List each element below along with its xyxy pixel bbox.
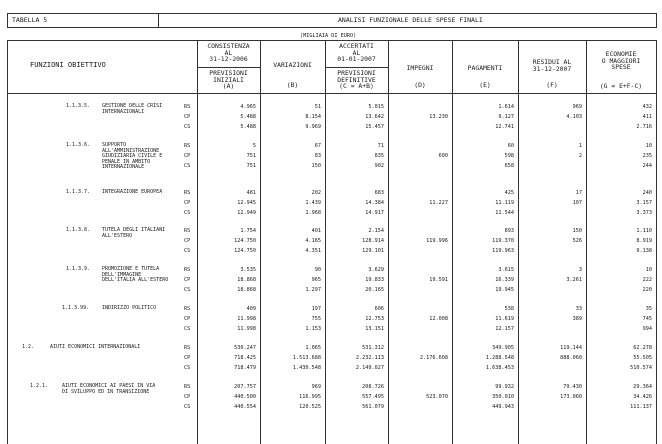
cell-c: 902 <box>374 163 384 170</box>
rule-consistenza-split <box>197 67 260 68</box>
cell-f: 888.060 <box>560 355 582 362</box>
cell-e: 349.905 <box>492 345 514 351</box>
cell-a: 124.750 <box>234 238 256 245</box>
cell-c: 14.917 <box>365 210 384 217</box>
rule-left-title <box>7 13 8 27</box>
cell-g: 244 <box>642 163 652 170</box>
row-type: RS <box>184 190 191 196</box>
row-code: 1.2.1. <box>30 383 49 389</box>
row-label: AIUTI ECONOMICI AI PAESI IN VIA DI SVILUPPO ED IN TRANSIZIONE <box>62 383 156 395</box>
cell-a: 18.868 <box>237 287 256 294</box>
cell-g: 220 <box>642 287 652 294</box>
cell-c: 14.384 <box>365 200 384 207</box>
cell-f: 969 <box>572 104 582 110</box>
cell-c: 13.642 <box>365 114 384 121</box>
cell-g: 240 <box>642 190 652 196</box>
cell-b: 197 <box>311 306 321 312</box>
cell-c: 561.079 <box>362 404 384 411</box>
row-type: CP <box>184 394 191 401</box>
cell-e: 3.615 <box>498 267 514 273</box>
rule-title-split <box>158 13 159 27</box>
row-type: CP <box>184 355 191 362</box>
cell-c: 15.457 <box>365 124 384 131</box>
row-code: 1.1.3.8. <box>66 227 91 233</box>
cell-b: 401 <box>311 228 321 234</box>
row-type: CS <box>184 163 191 170</box>
cell-b: 116.995 <box>299 394 321 401</box>
cell-f: 17 <box>575 190 582 196</box>
cell-a: 5.488 <box>240 114 256 121</box>
cell-b: 9.969 <box>305 124 321 131</box>
cell-c: 20.165 <box>365 287 384 294</box>
row-label: GESTIONE DELLE CRISI INTERNAZIONALI <box>102 103 163 115</box>
row-type: CS <box>184 210 191 217</box>
row-code: 1.1.3.7. <box>66 189 91 195</box>
row-type: CP <box>184 316 191 323</box>
cell-g: 2.716 <box>636 124 652 131</box>
header-prev-iniziali: PREVISIONI INIZIALI (A) <box>209 69 248 91</box>
cell-g: 34.426 <box>633 394 652 401</box>
cell-e: 9.127 <box>498 114 514 121</box>
cell-e: 12.157 <box>495 326 514 333</box>
cell-g: 9.138 <box>636 248 652 255</box>
row-label: INDIRIZZO POLITICO <box>102 305 157 311</box>
cell-b: 120.525 <box>299 404 321 411</box>
cell-c: 19.833 <box>365 277 384 284</box>
cell-g: 10 <box>645 143 652 149</box>
cell-a: 718.425 <box>234 355 256 362</box>
cell-a: 11.998 <box>237 326 256 333</box>
cell-g: 222 <box>642 277 652 284</box>
rule-col-left <box>7 40 8 444</box>
cell-a: 718.479 <box>234 365 256 372</box>
cell-e: 12.741 <box>495 124 514 131</box>
cell-a: 12.945 <box>237 200 256 207</box>
cell-a: 409 <box>246 306 256 312</box>
row-type: RS <box>184 104 191 110</box>
cell-d: 2.176.608 <box>419 355 448 362</box>
cell-c: 129.101 <box>362 248 384 255</box>
rule-right-title <box>656 13 657 27</box>
cell-a: 207.757 <box>234 384 256 390</box>
row-type: CP <box>184 114 191 121</box>
cell-b: 1.513.688 <box>292 355 321 362</box>
cell-a: 3.535 <box>240 267 256 273</box>
row-code: 1.2. <box>22 344 35 350</box>
cell-g: 35 <box>645 306 652 312</box>
cell-f: 79.430 <box>563 384 582 390</box>
row-type: CP <box>184 277 191 284</box>
cell-c: 71 <box>377 143 384 149</box>
cell-f: 3.261 <box>566 277 582 284</box>
cell-b: 202 <box>311 190 321 196</box>
rule-col-residui <box>518 40 519 444</box>
cell-a: 12.949 <box>237 210 256 217</box>
cell-e: 1.288.548 <box>485 355 514 362</box>
cell-a: 440.554 <box>234 404 256 411</box>
rule-header-top <box>7 40 657 41</box>
row-type: CS <box>184 287 191 294</box>
table-label: TABELLA 5 <box>12 16 48 24</box>
cell-f: 173.060 <box>560 394 582 401</box>
cell-c: 3.629 <box>368 267 384 273</box>
row-code: 1.1.3.6. <box>66 142 91 148</box>
rule-col-economie <box>586 40 587 444</box>
cell-g: 29.364 <box>633 384 652 390</box>
cell-a: 440.500 <box>234 394 256 401</box>
cell-g: 3.373 <box>636 210 652 217</box>
cell-g: 432 <box>642 104 652 110</box>
cell-a: 1.754 <box>240 228 256 234</box>
cell-e: 1.614 <box>498 104 514 110</box>
row-code: 1.1.3.9. <box>66 266 91 272</box>
cell-a: 18.868 <box>237 277 256 284</box>
cell-c: 683 <box>374 190 384 196</box>
row-type: CS <box>184 124 191 131</box>
cell-b: 51 <box>314 104 321 110</box>
header-variazioni: VARIAZIONI (B) <box>273 61 312 89</box>
cell-f: 526 <box>572 238 582 245</box>
cell-e: 16.339 <box>495 277 514 284</box>
header-funzioni: FUNZIONI OBIETTIVO <box>30 61 106 69</box>
cell-b: 90 <box>314 267 321 273</box>
cell-a: 4.965 <box>240 104 256 110</box>
row-type: RS <box>184 267 191 273</box>
rule-col-pagamenti <box>452 40 453 444</box>
row-type: CS <box>184 326 191 333</box>
cell-d: 12.008 <box>429 316 448 323</box>
row-label: INTEGRAZIONE EUROPEA <box>102 189 163 195</box>
cell-f: 3 <box>578 267 582 273</box>
cell-g: 55.505 <box>633 355 652 362</box>
row-code: 1.1.3.5. <box>66 103 91 109</box>
row-type: CS <box>184 248 191 255</box>
cell-f: 1 <box>578 143 582 149</box>
row-type: CP <box>184 200 191 207</box>
row-type: RS <box>184 306 191 312</box>
cell-a: 5 <box>252 143 256 149</box>
cell-b: 150 <box>311 163 321 170</box>
row-type: RS <box>184 143 191 149</box>
row-label: AIUTI ECONOMICI INTERNAZIONALI <box>50 344 141 350</box>
cell-g: 62.278 <box>633 345 652 351</box>
cell-c: 128.914 <box>362 238 384 245</box>
rule-title-bottom <box>7 27 657 28</box>
cell-b: 4.351 <box>305 248 321 255</box>
row-type: CS <box>184 404 191 411</box>
cell-e: 119.370 <box>492 238 514 245</box>
cell-e: 449.943 <box>492 404 514 411</box>
cell-g: 510.574 <box>630 365 652 372</box>
cell-f: 389 <box>572 316 582 323</box>
header-consistenza: CONSISTENZA AL 31-12-2006 <box>207 42 250 64</box>
row-label: PROMOZIONE E TUTELA DELL'IMMAGINE DELL'ITALIA ALL'ESTERO <box>102 266 169 284</box>
cell-e: 11.619 <box>495 316 514 323</box>
row-code: 1.1.3.99. <box>62 305 90 311</box>
table-title: ANALISI FUNZIONALE DELLE SPESE FINALI <box>338 16 483 24</box>
rule-top <box>7 13 657 14</box>
cell-f: 2 <box>578 153 582 160</box>
cell-c: 2.232.113 <box>355 355 384 362</box>
cell-a: 11.998 <box>237 316 256 323</box>
cell-g: 3.157 <box>636 200 652 207</box>
row-label: TUTELA DEGLI ITALIANI ALL'ESTERO <box>102 227 166 239</box>
cell-c: 13.151 <box>365 326 384 333</box>
row-type: RS <box>184 384 191 390</box>
row-type: CP <box>184 153 191 160</box>
cell-b: 755 <box>311 316 321 323</box>
header-pagamenti: PAGAMENTI (E) <box>467 64 503 89</box>
cell-e: 99.932 <box>495 384 514 390</box>
cell-f: 119.144 <box>560 345 582 351</box>
rule-accertati-split <box>325 67 388 68</box>
cell-a: 751 <box>246 163 256 170</box>
cell-g: 111.137 <box>630 404 652 411</box>
cell-e: 893 <box>504 228 514 234</box>
rule-col-accertati <box>325 40 326 444</box>
cell-b: 1.439 <box>305 200 321 207</box>
header-residui: RESIDUI AL 31-12-2007 (F) <box>532 58 572 90</box>
cell-a: 124.750 <box>234 248 256 255</box>
row-type: RS <box>184 228 191 234</box>
cell-e: 658 <box>504 163 514 170</box>
cell-f: 150 <box>572 228 582 234</box>
cell-g: 745 <box>642 316 652 323</box>
cell-b: 1.297 <box>305 287 321 294</box>
cell-c: 5.015 <box>368 104 384 110</box>
cell-g: 1.110 <box>636 228 652 234</box>
cell-f: 107 <box>572 200 582 207</box>
cell-b: 1.153 <box>305 326 321 333</box>
cell-e: 538 <box>504 306 514 312</box>
cell-g: 411 <box>642 114 652 121</box>
rule-col-right <box>656 40 657 444</box>
cell-c: 557.495 <box>362 394 384 401</box>
cell-b: 1.968 <box>305 210 321 217</box>
cell-d: 11.227 <box>429 200 448 207</box>
cell-c: 2.149.027 <box>355 365 384 372</box>
cell-a: 530.247 <box>234 345 256 351</box>
cell-e: 19.945 <box>495 287 514 294</box>
cell-c: 2.154 <box>368 228 384 234</box>
rule-col-variazioni <box>260 40 261 444</box>
cell-c: 606 <box>374 306 384 312</box>
cell-c: 208.726 <box>362 384 384 390</box>
cell-b: 969 <box>311 384 321 390</box>
cell-d: 13.230 <box>429 114 448 121</box>
row-type: RS <box>184 345 191 351</box>
cell-e: 598 <box>504 153 514 160</box>
cell-c: 835 <box>374 153 384 160</box>
cell-d: 119.996 <box>426 238 448 245</box>
cell-c: 531.312 <box>362 345 384 351</box>
row-type: CP <box>184 238 191 245</box>
unit-note: (MIGLIAIA DI EURO) <box>300 33 357 39</box>
header-economie: ECONOMIE O MAGGIORI SPESE (G = E+F-C) <box>599 50 643 90</box>
cell-e: 119.963 <box>492 248 514 255</box>
cell-b: 67 <box>314 143 321 149</box>
cell-d: 600 <box>438 153 448 160</box>
cell-e: 60 <box>507 143 514 149</box>
row-type: CS <box>184 365 191 372</box>
cell-g: 8.919 <box>636 238 652 245</box>
cell-b: 4.165 <box>305 238 321 245</box>
rule-col-impegni <box>388 40 389 444</box>
cell-f: 33 <box>575 306 582 312</box>
cell-b: 83 <box>314 153 321 160</box>
cell-g: 10 <box>645 267 652 273</box>
cell-e: 11.544 <box>495 210 514 217</box>
row-label: SUPPORTO ALL'AMMINISTRAZIONE GIUDIZIARIA CIVILE E PENALE IN AMBITO INTERNAZIONALE <box>102 142 163 171</box>
rule-header-bottom <box>7 93 657 94</box>
cell-b: 965 <box>311 277 321 284</box>
cell-e: 425 <box>504 190 514 196</box>
header-impegni: IMPEGNI (D) <box>406 64 434 89</box>
cell-a: 751 <box>246 153 256 160</box>
cell-b: 8.154 <box>305 114 321 121</box>
cell-f: 4.103 <box>566 114 582 121</box>
header-prev-definitive: PREVISIONI DEFINITIVE (C = A+B) <box>337 69 376 91</box>
cell-b: 1.430.548 <box>292 365 321 372</box>
cell-a: 481 <box>246 190 256 196</box>
rule-col-consistenza <box>197 40 198 444</box>
cell-d: 19.591 <box>429 277 448 284</box>
cell-d: 523.070 <box>426 394 448 401</box>
cell-e: 11.119 <box>495 200 514 207</box>
header-accertati: ACCERTATI AL 01-01-2007 <box>337 42 376 64</box>
cell-c: 12.753 <box>365 316 384 323</box>
cell-e: 1.638.453 <box>485 365 514 372</box>
cell-g: 235 <box>642 153 652 160</box>
cell-a: 5.488 <box>240 124 256 131</box>
cell-b: 1.065 <box>305 345 321 351</box>
cell-g: 994 <box>642 326 652 333</box>
cell-e: 350.010 <box>492 394 514 401</box>
